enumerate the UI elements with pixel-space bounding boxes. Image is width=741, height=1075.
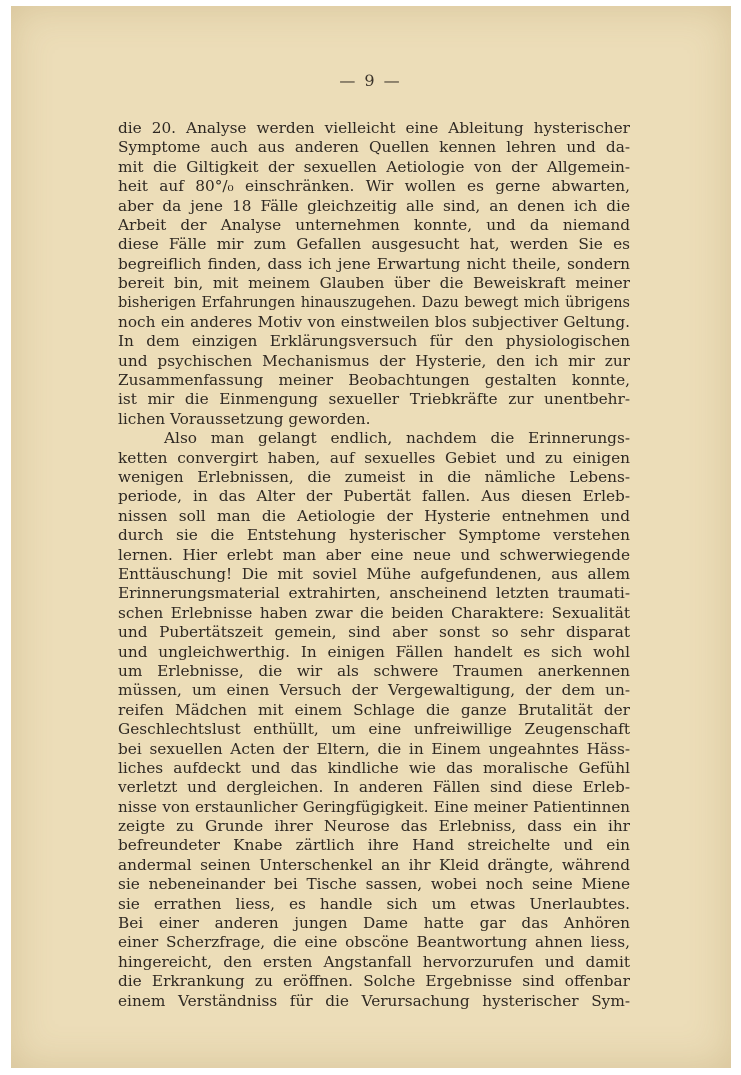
page-number: — 9 — bbox=[339, 71, 402, 90]
text-line: heit auf 80°/₀ einschränken. Wir wollen es gerne abwarten, bbox=[118, 177, 630, 196]
text-line: Erinnerungsmaterial extrahirten, anscheinend letzten traumati- bbox=[118, 584, 630, 603]
text-line: reifen Mädchen mit einem Schlage die ganze Brutalität der bbox=[118, 700, 630, 719]
text-line: Zusammenfassung meiner Beobachtungen gestalten konnte, bbox=[118, 371, 630, 390]
text-line: wenigen Erlebnissen, die zumeist in die nämliche Lebens- bbox=[118, 468, 630, 487]
text-line: und Pubertätszeit gemein, sind aber sonst so sehr disparat bbox=[118, 623, 630, 642]
text-line: die 20. Analyse werden vielleicht eine Ableitung hysterischer bbox=[118, 119, 630, 137]
text-line: um Erlebnisse, die wir als schwere Traumen anerkennen bbox=[118, 661, 630, 680]
text-line: ist mir die Einmengung sexueller Triebkräfte zur unentbehr- bbox=[118, 390, 630, 409]
text-line: Bei einer anderen jungen Dame hatte gar das Anhören bbox=[118, 914, 630, 933]
text-line: andermal seinen Unterschenkel an ihr Kleid drängte, während bbox=[118, 855, 630, 874]
text-line: und psychischen Mechanismus der Hysterie, den ich mir zur bbox=[118, 351, 630, 370]
text-line: bei sexuellen Acten der Eltern, die in Einem ungeahntes Häss- bbox=[118, 739, 630, 758]
text-line: sie errathen liess, es handle sich um etwas Unerlaubtes. bbox=[118, 894, 630, 913]
text-line: nissen soll man die Aetiologie der Hysterie entnehmen und bbox=[118, 506, 630, 525]
text-line: befreundeter Knabe zärtlich ihre Hand streichelte und ein bbox=[118, 836, 630, 855]
text-line: bisherigen Erfahrungen hinauszugehen. Dazu bewegt mich übrigens bbox=[118, 294, 630, 311]
text-line: lernen. Hier erlebt man aber eine neue und schwerwiegende bbox=[118, 545, 630, 564]
text-line: verletzt und dergleichen. In anderen Fällen sind diese Erleb- bbox=[118, 778, 630, 797]
text-line: lichen Voraussetzung geworden. bbox=[118, 409, 371, 428]
text-line: noch ein anderes Motiv von einstweilen blos subjectiver Geltung. bbox=[118, 312, 630, 331]
text-line: nisse von erstaunlicher Geringfügigkeit. Eine meiner Patientinnen bbox=[118, 797, 630, 816]
body-text bbox=[118, 119, 630, 1011]
text-line: Enttäuschung! Die mit soviel Mühe aufgefundenen, aus allem bbox=[118, 564, 630, 583]
text-line: durch sie die Entstehung hysterischer Symptome verstehen bbox=[118, 526, 630, 545]
text-line: schen Erlebnisse haben zwar die beiden Charaktere: Sexualität bbox=[118, 603, 630, 622]
text-line: und ungleichwerthig. In einigen Fällen handelt es sich wohl bbox=[118, 642, 630, 661]
text-line: begreiflich finden, dass ich jene Erwartung nicht theile, sondern bbox=[118, 254, 630, 273]
text-line: Arbeit der Analyse unternehmen konnte, und da niemand bbox=[118, 215, 630, 234]
text-line: Symptome auch aus anderen Quellen kennen lehren und da- bbox=[118, 138, 630, 157]
text-line: Geschlechtslust enthüllt, um eine unfreiwillige Zeugenschaft bbox=[118, 720, 630, 739]
text-line: sie nebeneinander bei Tische sassen, wobei noch seine Miene bbox=[118, 875, 630, 894]
text-line: liches aufdeckt und das kindliche wie das moralische Gefühl bbox=[118, 758, 630, 777]
text-line: Also man gelangt endlich, nachdem die Erinnerungs- bbox=[164, 429, 630, 448]
text-line: aber da jene 18 Fälle gleichzeitig alle sind, an denen ich die bbox=[118, 196, 630, 215]
text-line: die Erkrankung zu eröffnen. Solche Ergebnisse sind offenbar bbox=[118, 972, 630, 991]
text-line: hingereicht, den ersten Angstanfall hervorzurufen und damit bbox=[118, 952, 630, 971]
text-line: periode, in das Alter der Pubertät fallen. Aus diesen Erleb- bbox=[118, 487, 630, 506]
text-line: bereit bin, mit meinem Glauben über die Beweiskraft meiner bbox=[118, 274, 630, 293]
text-line: In dem einzigen Erklärungsversuch für den physiologischen bbox=[118, 332, 630, 351]
text-line: ketten convergirt haben, auf sexuelles Gebiet und zu einigen bbox=[118, 448, 630, 467]
text-line: zeigte zu Grunde ihrer Neurose das Erlebniss, dass ein ihr bbox=[118, 817, 630, 836]
text-line: mit die Giltigkeit der sexuellen Aetiologie von der Allgemein- bbox=[118, 157, 630, 176]
text-line: einem Verständniss für die Verursachung hysterischer Sym- bbox=[118, 991, 630, 1010]
text-line: diese Fälle mir zum Gefallen ausgesucht hat, werden Sie es bbox=[118, 235, 630, 254]
text-line: einer Scherzfrage, die eine obscöne Beantwortung ahnen liess, bbox=[118, 933, 630, 952]
text-line: müssen, um einen Versuch der Vergewaltigung, der dem un- bbox=[118, 681, 630, 700]
